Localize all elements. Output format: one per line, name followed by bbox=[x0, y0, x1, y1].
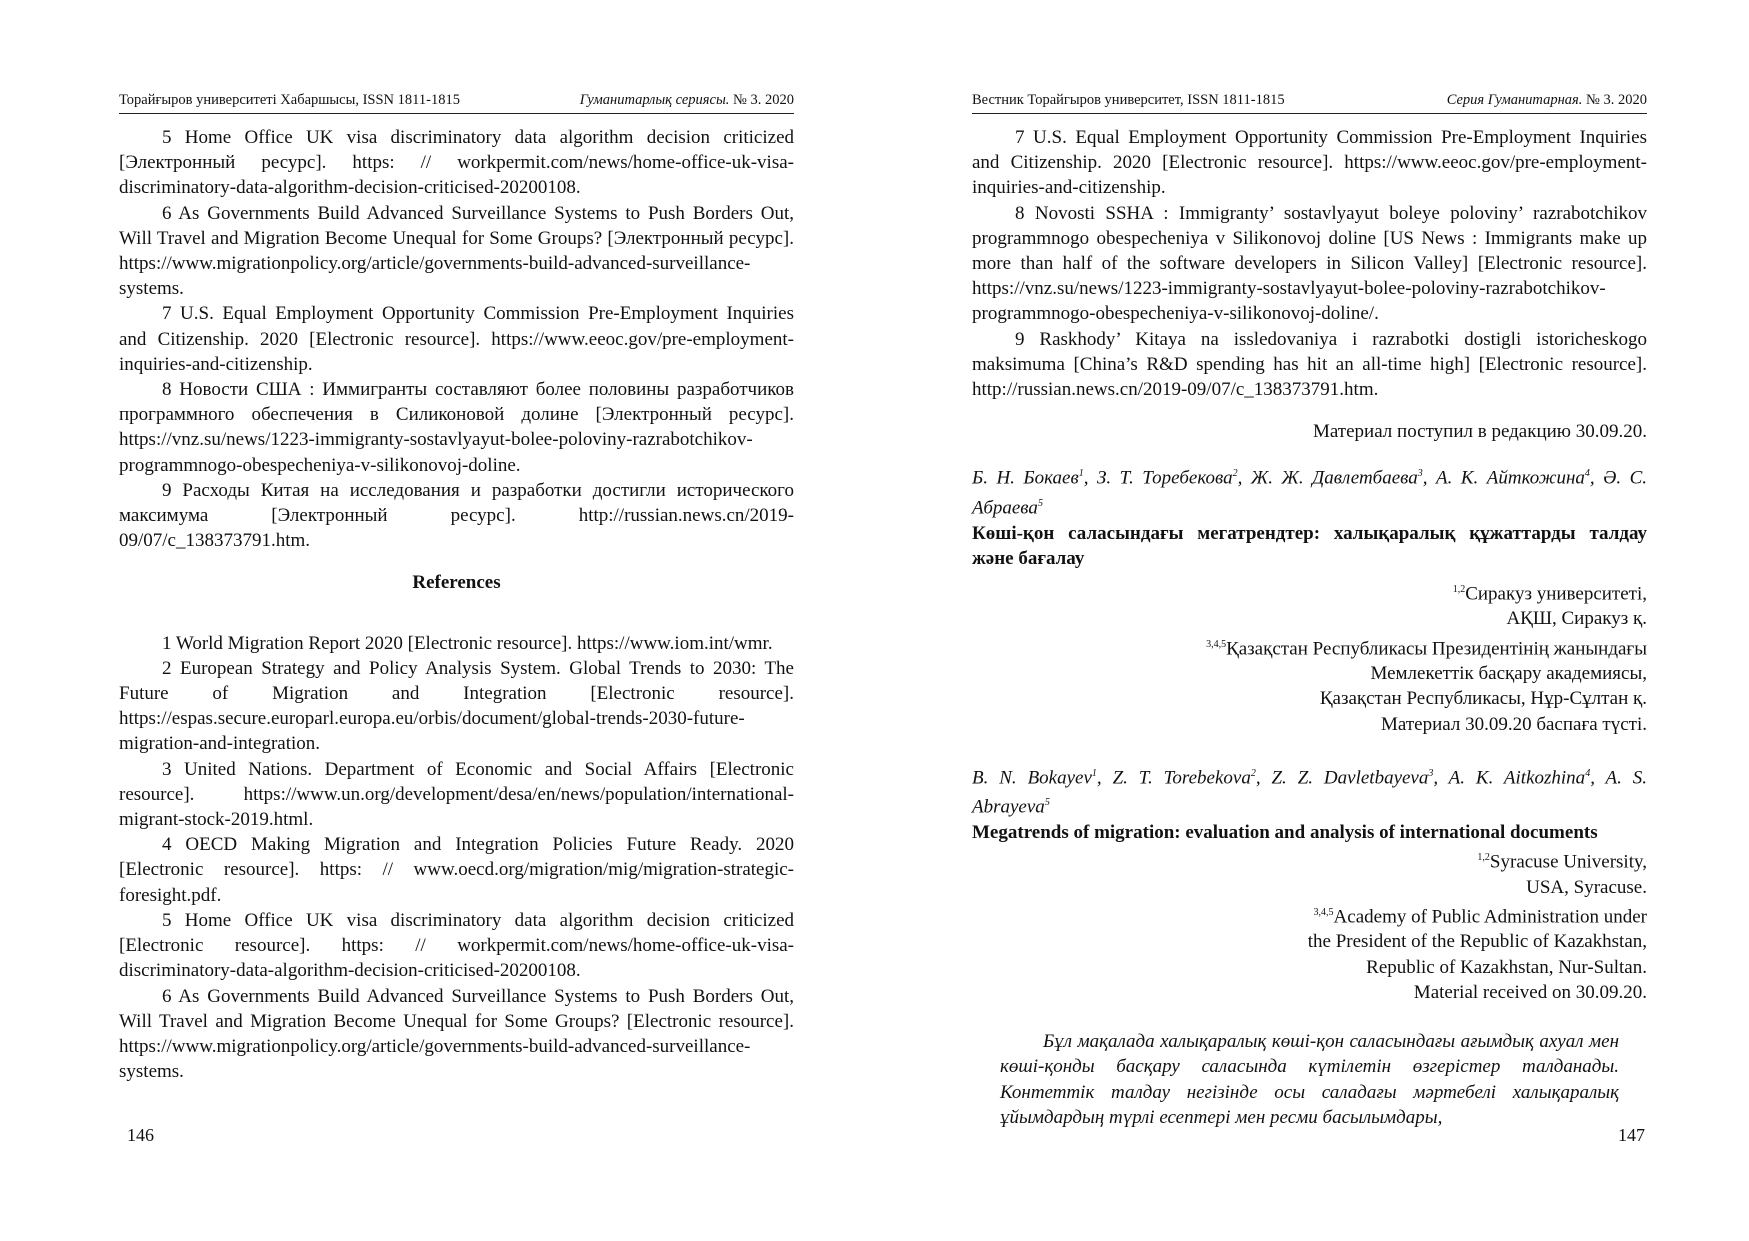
affiliation-line: USA, Syracuse. bbox=[1526, 876, 1647, 898]
author-name: B. N. Bokayev bbox=[972, 767, 1092, 789]
affiliation-text: Қазақстан Республикасы Президентінің жанындағы bbox=[1226, 637, 1647, 659]
author-name: , А. К. Айткожина bbox=[1422, 467, 1585, 489]
page-number: 147 bbox=[1618, 1125, 1645, 1145]
affiliation-marker: 1,2 bbox=[1452, 583, 1466, 595]
author-name: , A. K. Aitkozhina bbox=[1433, 767, 1586, 789]
affiliation-line: Republic of Kazakhstan, Nur-Sultan. bbox=[1366, 956, 1647, 978]
issue-number: № 3. 2020 bbox=[729, 92, 794, 108]
affiliation-line: Material received on 30.09.20. bbox=[1413, 981, 1647, 1003]
page-body bbox=[119, 125, 794, 1084]
reference-item: 1 World Migration Report 2020 [Electronic resource]. https://www.iom.int/wmr. bbox=[162, 632, 773, 654]
journal-title: Вестник Торайгыров университет, ISSN 1811-1815 bbox=[972, 92, 1285, 108]
affiliation-text: Сиракуз университеті, bbox=[1465, 583, 1647, 605]
affiliation-line: Мемлекеттік басқару академиясы, bbox=[1370, 663, 1647, 685]
author-name: , Ә. С. Абраева bbox=[972, 467, 1647, 519]
author-name: , З. Т. Торебекова bbox=[1083, 467, 1233, 489]
series-name: Гуманитарлық сериясы. bbox=[579, 92, 730, 108]
affiliation-line bbox=[972, 845, 1647, 875]
affiliation-text: Syracuse University, bbox=[1489, 851, 1647, 873]
running-header bbox=[119, 92, 794, 114]
author-name: , Ж. Ж. Давлетбаева bbox=[1237, 467, 1418, 489]
kz-article-title: Көші-қон саласындағы мегатрендтер: халықаралық құжаттарды талдау және бағалау bbox=[972, 522, 1647, 569]
affiliation-marker: 3,4,5 bbox=[1206, 638, 1227, 650]
affiliation-line: АҚШ, Сиракуз қ. bbox=[1506, 608, 1647, 630]
reference-item: 3 United Nations. Department of Economic and Social Affairs [Electronic resource]. https://www.un.org/development/desa/en/news/population/international-migrant-stock-2019.html. bbox=[119, 758, 794, 831]
page-number: 146 bbox=[127, 1125, 154, 1145]
reference-item: 6 As Governments Build Advanced Surveillance Systems to Push Borders Out, Will Travel and Migration Become Unequal for Some Groups? [Электронный ресурс]. https://www.migrationpolicy.org/article/governments-build-advanced-surveillance-systems. bbox=[119, 202, 794, 300]
author-name: , Z. T. Torebekova bbox=[1096, 767, 1251, 789]
affiliation-line bbox=[972, 900, 1647, 930]
reference-item: 8 Novosti SSHA : Immigranty’ sostavlyayut boleye poloviny’ razrabotchikov programmnogo obespecheniya v Silikonovoj doline [US News : Immigrants make up more than half of the software developers in Silicon Valley] [Electronic resource]. https://vnz.su/news/1223-immigranty-sostavlyayut-bolee-poloviny-razrabotchikov-programmnogo-obespecheniya-v-silikonovoj-doline/. bbox=[972, 202, 1647, 325]
affiliation-text: Academy of Public Administration under bbox=[1333, 906, 1647, 928]
spacer bbox=[119, 613, 794, 631]
reference-item: 9 Расходы Китая на исследования и разработки достигли исторического максимума [Электронный ресурс]. http://russian.news.cn/2019-09/07/c_138373791.htm. bbox=[119, 479, 794, 552]
issue-number: № 3. 2020 bbox=[1582, 92, 1647, 108]
reference-item: 2 European Strategy and Policy Analysis System. Global Trends to 2030: The Future of Migration and Integration [Electronic resource]. https://espas.secure.europarl.europa.eu/orbis/document/global-trends-2030-future-migration-and-integration. bbox=[119, 657, 794, 755]
reference-item: 5 Home Office UK visa discriminatory data algorithm decision criticized [Электронный ресурс]. https: // workpermit.com/news/home-office-uk-visa-discriminatory-data-algorithm-decision-criticised-20200108. bbox=[119, 127, 794, 199]
affiliation-line bbox=[972, 577, 1647, 607]
affiliation-marker: 1,2 bbox=[1477, 852, 1490, 864]
abstract-text: Бұл мақалада халықаралық көші-қон саласындағы ағымдық ахуал мен көші-қонды басқару саласында күтілетін өзгерістер талданады. Контеттік талдау негізінде осы саладағы мәртебелі халықаралық ұйымдардың түрлі есептері мен ресми басылымдары, bbox=[1000, 1030, 1619, 1129]
reference-item: 5 Home Office UK visa discriminatory data algorithm decision criticized [Electronic resource]. https: // workpermit.com/news/home-office-uk-visa-discriminatory-data-algorithm-decision-criticised-20200108. bbox=[119, 909, 794, 982]
series-name: Серия Гуманитарная. bbox=[1446, 92, 1583, 108]
series-info bbox=[1447, 92, 1647, 109]
affiliation-line: Материал 30.09.20 баспаға түсті. bbox=[1381, 713, 1647, 735]
references-heading: References bbox=[412, 572, 501, 594]
running-header bbox=[972, 92, 1647, 114]
reference-item: 4 OECD Making Migration and Integration Policies Future Ready. 2020 [Electronic resource]. https: // www.oecd.org/migration/mig/migration-strategic-foresight.pdf. bbox=[119, 834, 794, 906]
en-article-title: Megatrends of migration: evaluation and analysis of international documents bbox=[972, 821, 1598, 843]
author-name: , Z. Z. Davletbayeva bbox=[1255, 767, 1429, 789]
reference-item: 6 As Governments Build Advanced Surveillance Systems to Push Borders Out, Will Travel and Migration Become Unequal for Some Groups? [Electronic resource]. https://www.migrationpolicy.org/article/governments-build-advanced-surveillance-systems. bbox=[119, 985, 794, 1083]
en-authors: B. N. Bokayev$^1$, Z. T. Torebekova$^2$, Z. Z. Davletbayeva$^3$, A. K. Aitkozhina$^4$, A. S. Abrayeva$^5$ bbox=[972, 767, 1647, 818]
reference-item: 8 Новости США : Иммигранты составляют более половины разработчиков программного обеспечения в Силиконовой долине [Электронный ресурс]. https://vnz.su/news/1223-immigranty-sostavlyayut-bolee-poloviny-razrabotchikov-programmnogo-obespecheniya-v-silikonovoj-doline. bbox=[119, 379, 794, 476]
affiliation-line: Қазақстан Республикасы, Нұр-Сұлтан қ. bbox=[1319, 688, 1647, 710]
reference-item: 7 U.S. Equal Employment Opportunity Commission Pre-Employment Inquiries and Citizenship. 2020 [Electronic resource]. https://www.eeoc.gov/pre-employment-inquiries-and-citizenship. bbox=[972, 127, 1647, 199]
affiliation-line: the President of the Republic of Kazakhstan, bbox=[1307, 931, 1647, 953]
affiliation-line bbox=[972, 632, 1647, 662]
journal-title: Торайғыров университеті Хабаршысы, ISSN 1811-1815 bbox=[119, 92, 460, 108]
affiliation-marker: 3,4,5 bbox=[1313, 906, 1334, 918]
author-name: , A. S. Abrayeva bbox=[972, 767, 1647, 818]
kz-authors: Б. Н. Бокаев$^1$, З. Т. Торебекова$^2$, Ж. Ж. Давлетбаева$^3$, А. К. Айткожина$^4$, Ә. С. Абраева$^5$ bbox=[972, 467, 1647, 519]
page-body bbox=[972, 125, 1647, 1131]
author-name: Б. Н. Бокаев bbox=[972, 467, 1079, 489]
reference-item: 9 Raskhody’ Kitaya na issledovaniya i razrabotki dostigli istoricheskogo maksimuma [China’s R&D spending has hit an all-time high] [Electronic resource]. http://russian.news.cn/2019-09/07/c_138373791.htm. bbox=[972, 328, 1647, 401]
received-date: Материал поступил в редакцию 30.09.20. bbox=[1312, 421, 1647, 443]
series-info bbox=[580, 92, 794, 109]
reference-item: 7 U.S. Equal Employment Opportunity Commission Pre-Employment Inquiries and Citizenship. 2020 [Electronic resource]. https://www.eeoc.gov/pre-employment-inquiries-and-citizenship. bbox=[119, 303, 794, 375]
